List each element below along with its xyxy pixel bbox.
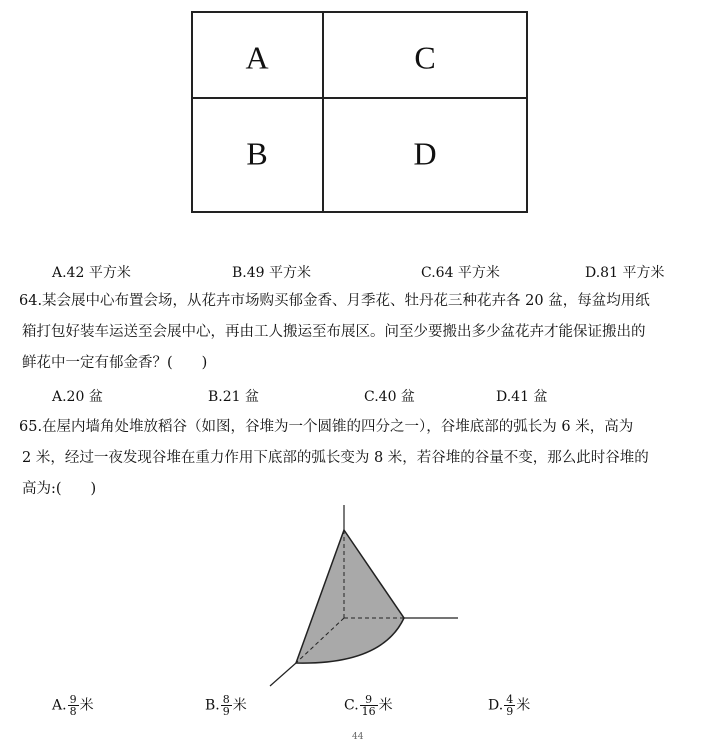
numerator: 9 [365,693,373,706]
fraction [504,694,515,717]
q64-question [19,286,708,379]
q64-option-a[interactable]: A.20 盆 [52,389,103,405]
q64-options [0,386,714,410]
denominator: 9 [506,705,514,718]
q65-option-b[interactable] [205,694,247,717]
q64-option-b[interactable]: B.21 盆 [208,389,260,405]
unit: 米 [516,697,531,714]
numerator: 9 [69,693,77,706]
unit: 米 [378,697,393,714]
q65-option-a[interactable] [52,694,94,717]
q65-line: 2 米，经过一夜发现谷堆在重力作用下底部的弧长变为 8 米，若谷堆的谷量不变，那么此时谷堆的 [22,450,649,466]
q64-option-c[interactable]: C.40 盆 [364,389,415,405]
q63-option-b[interactable]: B.49 平方米 [232,265,312,281]
q65-option-d[interactable] [488,694,530,717]
label-a: A [245,39,269,76]
front-axis-line [270,663,296,686]
unit: 米 [79,697,94,714]
quarter-cone-figure [262,505,462,690]
denominator: 16 [361,705,376,718]
option-letter: A. [52,697,67,714]
q63-option-c[interactable]: C.64 平方米 [421,265,500,281]
label-b: B [246,135,268,172]
numerator: 4 [506,693,514,706]
unit: 米 [232,697,247,714]
denominator: 9 [222,705,230,718]
q64-line: 箱打包好装车运送至会展中心，再由工人搬运至布展区。问至少要搬出多少盆花卉才能保证搬出的 [22,324,646,340]
numerator: 8 [222,693,230,706]
q64-line: 64.某会展中心布置会场，从花卉市场购买郁金香、月季花、牡丹花三种花卉各 20 盆，每盆均用纸 [19,293,650,309]
square-division-figure [191,11,528,213]
cone-surface [296,530,404,663]
denominator: 8 [69,705,77,718]
q64-option-d[interactable]: D.41 盆 [496,389,548,405]
q65-option-c[interactable] [344,694,393,717]
q63-option-d[interactable]: D.81 平方米 [585,265,665,281]
q64-line: 鲜花中一定有郁金香？( ) [22,355,208,371]
fraction [360,694,378,717]
option-letter: C. [344,697,359,714]
label-d: D [413,135,437,172]
label-c: C [414,39,436,76]
page-number: 44 [352,732,364,742]
fraction [221,694,232,717]
option-letter: D. [488,697,504,714]
q65-line: 65.在屋内墙角处堆放稻谷（如图，谷堆为一个圆锥的四分之一），谷堆底部的弧长为 6 米，高为 [19,419,634,435]
q63-option-a[interactable]: A.42 平方米 [52,265,131,281]
option-letter: B. [205,697,220,714]
q63-options [0,262,714,286]
fraction [68,694,79,717]
q65-line: 高为:( ) [22,481,97,497]
q65-question [19,412,708,505]
